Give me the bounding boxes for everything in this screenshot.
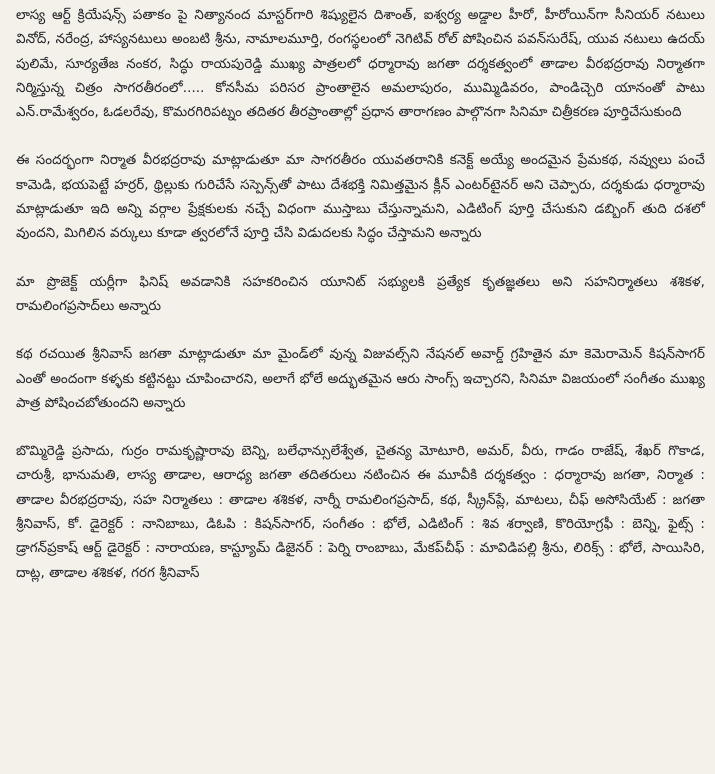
paragraph-cast-and-crew-credits: బొమ్మిరెడ్డి ప్రసాదు, గుర్రం రామకృష్ణారావు బెన్ని, బలేఛాన్సులేశ్వేత, చైతన్య మోటూరి, అమర్, వీరు, గాడం రాజేష్, శేఖర్ గొకాడ, చారుశ్రీ, భానుమతి, లాస్య తాడాల, ఆరాధ్య జగతా తదితరులు నటించిన ఈ మూవీకి దర్శకత్వం : ధర్మారావు జగతా, నిర్మాత : తాడాల వీరభద్రరావు, సహ నిర్మాతలు : తాడాల శశికళ, నార్నీ రామలింగప్రసాద్, కథ, స్క్రీన్‌ప్లే, మాటలు, చీఫ్ అసోసియేట్ : జగతా శ్రీనివాస్, కో. డైరెక్టర్ : నానిబాబు, డిఓపి : కిషన్‌సాగర్, సంగీతం : భోలే, ఎడిటింగ్ : శివ శర్వాణి, కొరియోగ్రఫీ : బెన్ని, ఫైట్స్ : డ్రాగన్‌ప్రకాష్ ఆర్ట్ డైరెక్టర్ : నారాయణ, కాస్ట్యూమ్ డిజైనర్ : పెర్ని రాంబాబు, మేకప్‌చీఫ్ : మావిడిపల్లి శ్రీను, లిరిక్స్ : భోలే, సాయిసిరి, దాట్ల, తాడాల శశికళ, గరగ శ్రీనివాస్ xyxy=(16,444,705,581)
paragraph-writer-statement: కథ రచయిత శ్రీనివాస్ జగతా మాట్లాడుతూ మా మైండ్‌లో వున్న విజువల్స్‌ని నేషనల్ అవార్డ్ గ్రహితైన మా కెమెరామెన్ కిషన్‌సాగర్ ఎంతో అందంగా కళ్ళకు కట్టినట్టు చూపించారని, అలాగే భోలే అద్భుతమైన ఆరు సాంగ్స్ ఇచ్చారని, సినిమా విజయంలో సంగీతం ముఖ్య పాత్ర పోషించబోతుందని అన్నారు xyxy=(16,347,705,411)
paragraph-shooting-completed: లాస్య ఆర్ట్ క్రియేషన్స్ పతాకం పై నిత్యానంద మాస్టర్‌గారి శిష్యులైన దిశాంత్, ఐశ్వర్య అడ్డాల హీరో, హీరోయిన్‌గా సీనియర్ నటులు వినోద్, నరేంద్ర, హాస్యనటులు అంబటి శ్రీను, నామాలమూర్తి, రంగస్థలంలో నెగిటివ్ రోల్ పోషించిన పవన్‌సురేష్, యువ నటులు ఉదయ్ పులిమే, సూర్యతేజ నంకర, సిద్ధు రాయపురెడ్డి ముఖ్య పాత్రలలో ధర్మారావు జగతా దర్శకత్వంలో తాడాల వీరభద్రరావు నిర్మాతగా నిర్మిస్తున్న చిత్రం సాగరతీరంలో..... కోనసీమ పరిసర ప్రాంతాలైన అమలాపురం, ముమ్మిడివరం, పాండిచ్చెరి యానంతో పాటు ఎన్.రామేశ్వరం, ఓడలరేవు, కొమరగిరిపట్నం తదితర తీరప్రాంతాల్లో ప్రధాన తారాగణం పాల్గొనగా సినిమా చిత్రీకరణ పూర్తిచేసుకుంది xyxy=(16,8,705,121)
paragraph-co-producers-thanks: మా ప్రొజెక్ట్ యర్లీగా ఫినిష్ అవడానికి సహకరించిన యూనిట్ సభ్యులకి ప్రత్యేక కృతజ్ఞతలు అని సహనిర్మాతలు శశికళ, రామలింగప్రసాద్‌లు అన్నారు xyxy=(16,274,705,314)
paragraph-producer-director-statements: ఈ సందర్భంగా నిర్మాత వీరభద్రరావు మాట్లాడుతూ మా సాగరతీరం యువతరానికి కనెక్ట్ అయ్యే అందమైన ప్రేమకథ, నవ్వులు పంచే కామెడి, భయపెట్టే హర్రర్, థ్రిల్లుకు గురిచేసే సస్పెన్స్‌తో పాటు దేశభక్తి నిమిత్తమైన క్లీన్ ఎంటర్‌టైనర్ అని చెప్పారు, దర్శకుడు ధర్మారావు మాట్లాడుతూ ఇది అన్ని వర్గాల ప్రేక్షకులకు నచ్చే విధంగా ముస్తాబు చేస్తున్నామని, ఎడిటింగ్ పూర్తి చేసుకుని డబ్బింగ్ తుది దశలో వుందని, మిగిలిన వర్కులు కూడా త్వరలోనే పూర్తి చేసి విడుదలకు సిద్ధం చేస్తామని అన్నారు xyxy=(16,153,705,242)
